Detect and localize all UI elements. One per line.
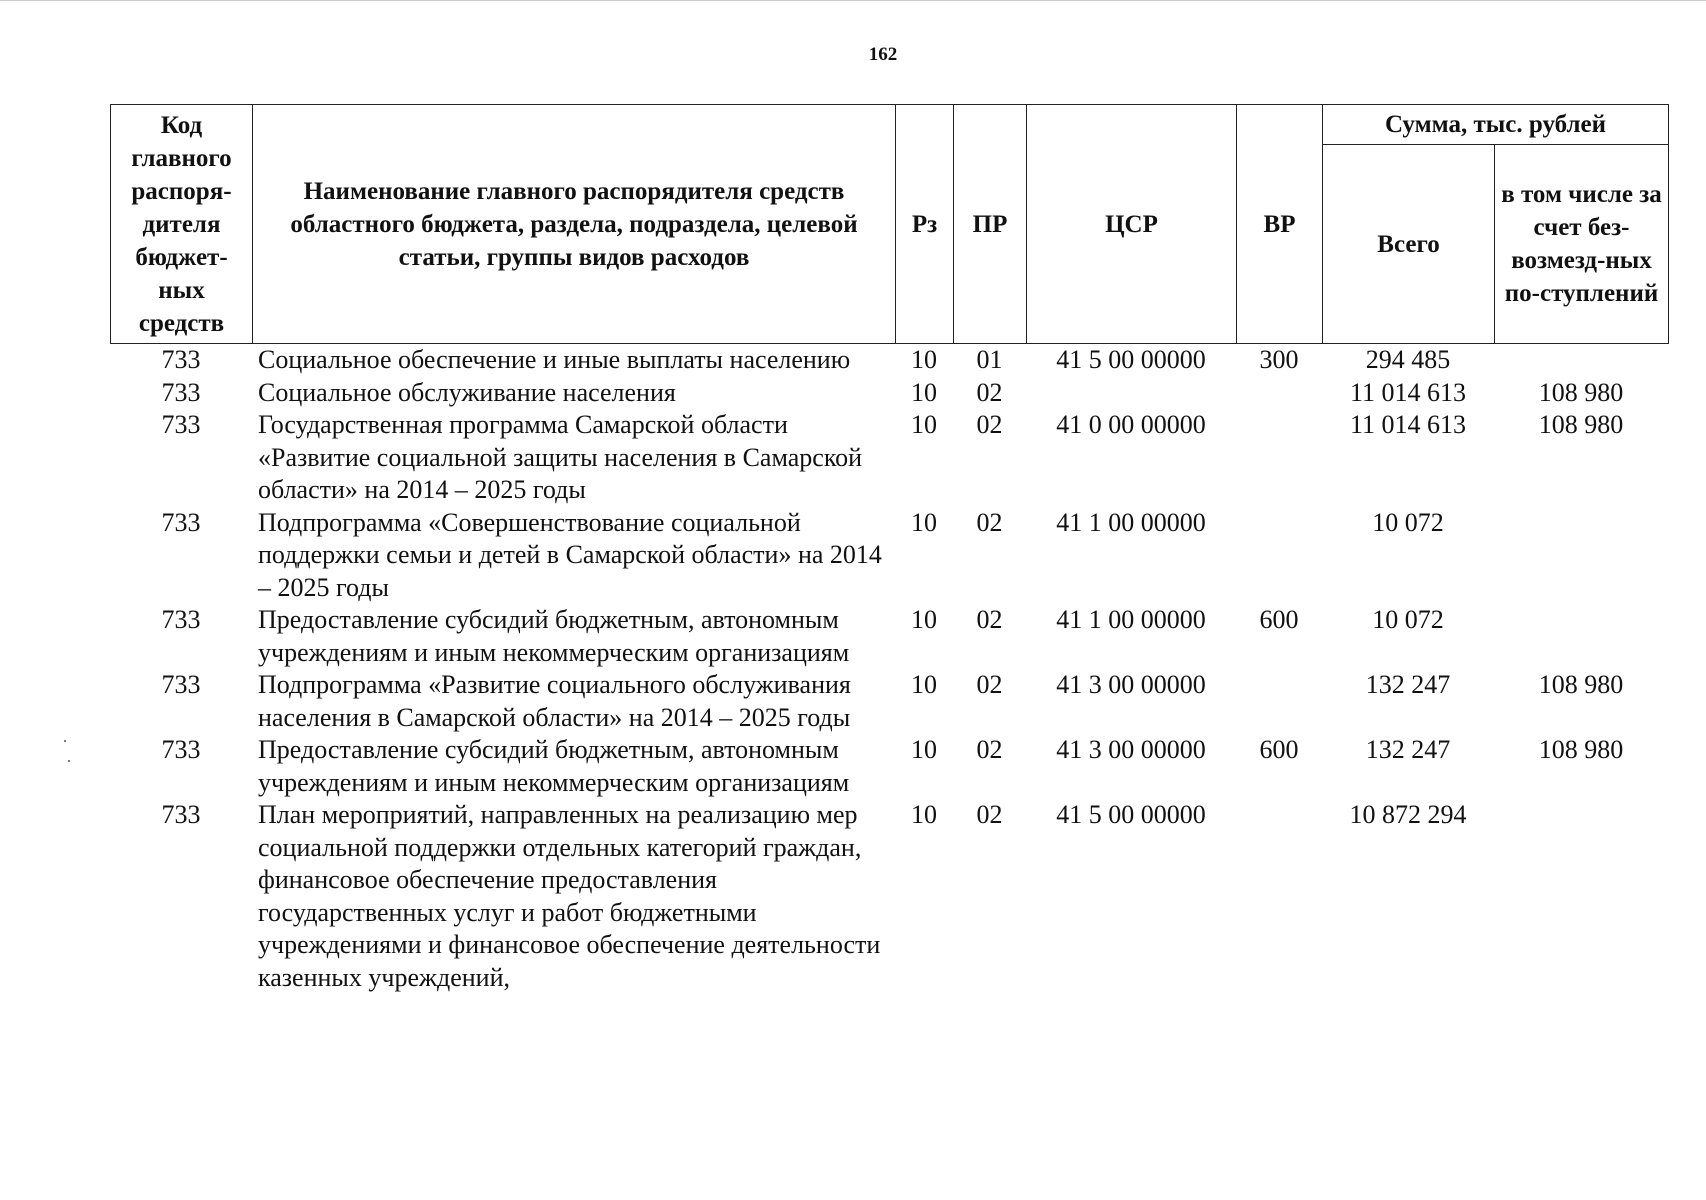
cell-free: 108 980 bbox=[1538, 410, 1624, 439]
cell-free bbox=[1494, 604, 1668, 669]
cell-total: 294 485 bbox=[1365, 345, 1451, 374]
header-pr: ПР bbox=[954, 105, 1027, 344]
cell-free bbox=[1494, 344, 1668, 377]
cell-rz: 10 bbox=[911, 605, 937, 634]
cell-vr bbox=[1236, 377, 1322, 410]
cell-free bbox=[1494, 799, 1668, 994]
cell-name: План мероприятий, направленных на реализацию мер социальной поддержки отдельных категорий граждан, финансовое обеспечение предоставления государственных услуг и работ бюджетными учреждениями и финансовое обеспечение деятельности казенных учреждений, bbox=[258, 800, 881, 992]
cell-csr: 41 5 00 00000 bbox=[1056, 800, 1206, 829]
cell-total: 11 014 613 bbox=[1349, 410, 1467, 439]
cell-csr: 41 3 00 00000 bbox=[1056, 735, 1206, 764]
budget-table bbox=[110, 104, 1668, 994]
cell-free: 108 980 bbox=[1538, 377, 1624, 407]
cell-code: 733 bbox=[161, 670, 201, 699]
scan-edge bbox=[0, 0, 1706, 1]
cell-vr bbox=[1236, 669, 1322, 734]
cell-vr: 600 bbox=[1259, 735, 1299, 764]
header-rz: Рз bbox=[896, 105, 954, 344]
header-name: Наименование главного распорядителя средств областного бюджета, раздела, подраздела, целевой статьи, группы видов расходов bbox=[253, 105, 896, 344]
cell-total: 10 072 bbox=[1372, 605, 1444, 634]
cell-name: Предоставление субсидий бюджетным, автономным учреждениям и иным некоммерческим организациям bbox=[258, 735, 850, 797]
cell-total: 11 014 613 bbox=[1349, 377, 1467, 407]
scan-speck bbox=[64, 740, 66, 742]
table-row bbox=[110, 377, 1668, 410]
cell-total: 132 247 bbox=[1365, 735, 1451, 764]
cell-csr: 41 1 00 00000 bbox=[1056, 605, 1206, 634]
cell-code: 733 bbox=[161, 345, 201, 374]
cell-rz: 10 bbox=[911, 377, 937, 407]
cell-rz: 10 bbox=[911, 670, 937, 699]
cell-pr: 02 bbox=[976, 410, 1003, 439]
cell-vr bbox=[1236, 799, 1322, 994]
header-sum: Сумма, тыс. рублей bbox=[1323, 105, 1669, 145]
scan-speck bbox=[68, 760, 70, 762]
cell-name: Социальное обслуживание населения bbox=[258, 377, 676, 407]
cell-code: 733 bbox=[161, 605, 201, 634]
header-code: Код главного распоря-дителя бюджет-ных средств bbox=[111, 105, 253, 344]
header-free: в том числе за счет без-возмезд-ных по-ступлений bbox=[1495, 145, 1669, 344]
cell-rz: 10 bbox=[911, 507, 937, 537]
cell-pr: 02 bbox=[976, 377, 1003, 407]
cell-code: 733 bbox=[161, 507, 201, 537]
cell-vr bbox=[1236, 507, 1322, 605]
table-row bbox=[110, 344, 1668, 377]
table-row bbox=[110, 669, 1668, 734]
cell-rz: 10 bbox=[911, 735, 937, 764]
table-body bbox=[110, 344, 1668, 994]
cell-free bbox=[1494, 507, 1668, 605]
cell-code: 733 bbox=[161, 735, 201, 764]
cell-name: Государственная программа Самарской области «Развитие социальной защиты населения в Самарской области» на 2014 – 2025 годы bbox=[258, 410, 863, 504]
cell-total: 132 247 bbox=[1365, 670, 1451, 699]
cell-free: 108 980 bbox=[1538, 670, 1624, 699]
cell-pr: 02 bbox=[976, 735, 1003, 764]
cell-vr: 600 bbox=[1259, 605, 1299, 634]
header-total: Всего bbox=[1323, 145, 1495, 344]
cell-total: 10 072 bbox=[1372, 507, 1444, 537]
cell-total: 10 872 294 bbox=[1349, 800, 1467, 829]
cell-vr: 300 bbox=[1259, 345, 1299, 374]
cell-name: Подпрограмма «Совершенствование социальной поддержки семьи и детей в Самарской области» на 2014 – 2025 годы bbox=[258, 507, 882, 602]
header-csr: ЦСР bbox=[1027, 105, 1237, 344]
cell-rz: 10 bbox=[911, 345, 937, 374]
cell-pr: 01 bbox=[976, 345, 1003, 374]
cell-name: Социальное обеспечение и иные выплаты населению bbox=[258, 345, 851, 374]
cell-free: 108 980 bbox=[1538, 735, 1624, 764]
cell-csr: 41 1 00 00000 bbox=[1056, 507, 1206, 537]
table-header bbox=[110, 104, 1669, 344]
table-row bbox=[110, 507, 1668, 605]
cell-csr: 41 3 00 00000 bbox=[1056, 670, 1206, 699]
table-rows bbox=[110, 344, 1668, 994]
cell-name: Подпрограмма «Развитие социального обслуживания населения в Самарской области» на 2014 – 2025 годы bbox=[258, 670, 851, 732]
header-vr: ВР bbox=[1237, 105, 1323, 344]
cell-code: 733 bbox=[161, 800, 201, 829]
table-row bbox=[110, 409, 1668, 507]
cell-rz: 10 bbox=[911, 410, 937, 439]
cell-csr: 41 0 00 00000 bbox=[1056, 410, 1206, 439]
table-row bbox=[110, 799, 1668, 994]
table-row bbox=[110, 604, 1668, 669]
table-row bbox=[110, 734, 1668, 799]
cell-csr bbox=[1026, 377, 1236, 410]
cell-pr: 02 bbox=[976, 507, 1003, 537]
cell-pr: 02 bbox=[976, 670, 1003, 699]
cell-code: 733 bbox=[161, 377, 201, 407]
page-number: 162 bbox=[868, 44, 898, 65]
cell-pr: 02 bbox=[976, 800, 1003, 829]
cell-name: Предоставление субсидий бюджетным, автономным учреждениям и иным некоммерческим организациям bbox=[258, 605, 850, 667]
cell-pr: 02 bbox=[976, 605, 1003, 634]
cell-csr: 41 5 00 00000 bbox=[1056, 345, 1206, 374]
cell-code: 733 bbox=[161, 410, 201, 439]
cell-rz: 10 bbox=[911, 800, 937, 829]
cell-vr bbox=[1236, 409, 1322, 507]
